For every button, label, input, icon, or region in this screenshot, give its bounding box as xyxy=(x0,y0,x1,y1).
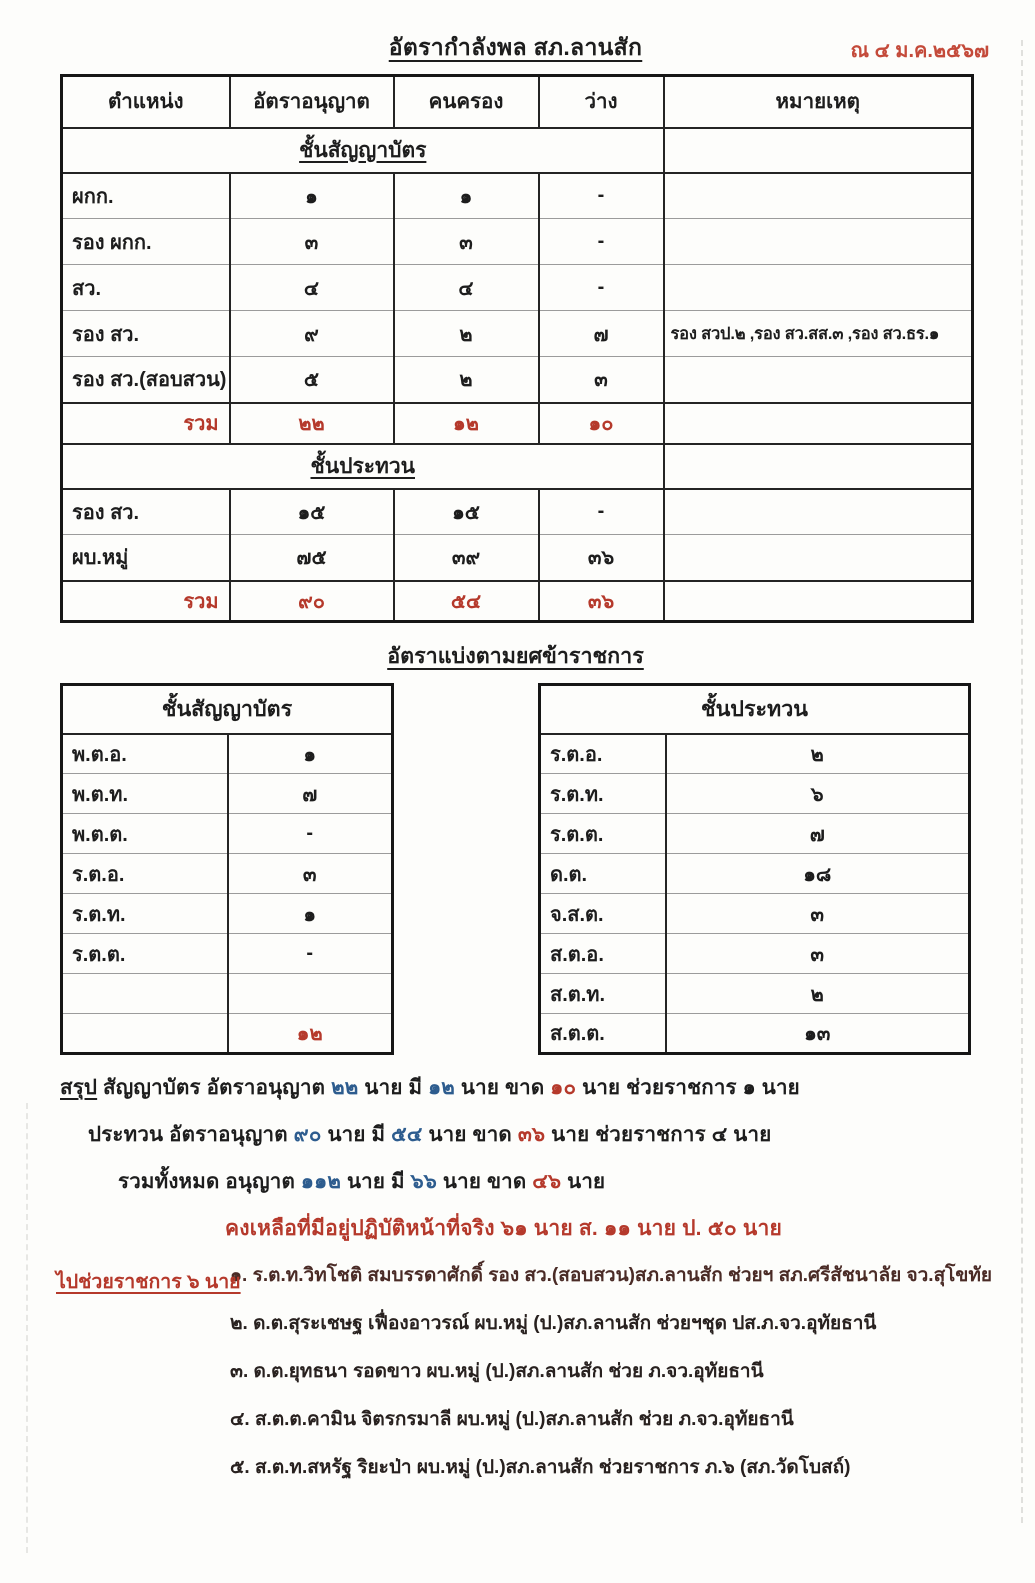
personnel-remark-cell xyxy=(664,265,973,311)
rank-label-cell xyxy=(62,974,228,1014)
personnel-cell: สว. xyxy=(62,265,230,311)
rank-value-cell: ๓ xyxy=(228,854,393,894)
summary-segment: ๔๖ xyxy=(532,1170,562,1193)
personnel-cell: ๓๖ xyxy=(539,581,664,622)
personnel-remark-cell xyxy=(664,535,973,581)
rank-value-cell: ๒ xyxy=(666,974,970,1014)
personnel-cell: ๓๙ xyxy=(394,535,539,581)
personnel-cell: ๒ xyxy=(394,357,539,403)
summary-segment: นาย ขาด xyxy=(422,1123,518,1146)
personnel-row xyxy=(62,535,973,581)
personnel-cell: ๓ xyxy=(539,357,664,403)
rank-label-cell: ด.ต. xyxy=(540,854,666,894)
rank-header-row xyxy=(540,685,970,734)
rank-value-cell: ๓ xyxy=(666,934,970,974)
rank-label-cell: ร.ต.ต. xyxy=(540,814,666,854)
personnel-row xyxy=(62,403,973,444)
rank-table-commissioned-body xyxy=(62,685,393,1054)
summary-segment: รวมทั้งหมด อนุญาต xyxy=(118,1170,301,1193)
personnel-cell: ๗๕ xyxy=(230,535,394,581)
rank-value-cell: ๗ xyxy=(228,774,393,814)
rank-row-item xyxy=(62,774,393,814)
rank-row-item xyxy=(540,774,970,814)
personnel-section-label: ชั้นประทวน xyxy=(310,454,415,478)
personnel-cell: ๙ xyxy=(230,311,394,357)
personnel-header-cell: อัตราอนุญาต xyxy=(230,76,394,128)
personnel-section-label: ชั้นสัญญาบัตร xyxy=(299,138,427,162)
summary-segment: นาย ช่วยราชการ ๑ นาย xyxy=(576,1076,800,1099)
personnel-section-cell xyxy=(62,128,664,173)
personnel-header-cell: ตำแหน่ง xyxy=(62,76,230,128)
personnel-cell: ๔ xyxy=(394,265,539,311)
personnel-row xyxy=(62,444,973,489)
rank-row-item xyxy=(540,934,970,974)
seconded-items-list xyxy=(230,1263,993,1481)
summary-segment: ๑๒ xyxy=(428,1076,456,1099)
seconded-item: ๓. ด.ต.ยุทธนา รอดขาว ผบ.หมู่ (ป.)สภ.ลานสัก ช่วย ภ.จว.อุทัยธานี xyxy=(230,1361,764,1382)
summary-line xyxy=(60,1071,971,1104)
personnel-cell: ๓๖ xyxy=(539,535,664,581)
section-subtitle: อัตราแบ่งตามยศข้าราชการ xyxy=(387,644,644,668)
personnel-remark-cell xyxy=(664,357,973,403)
rank-label-cell: จ.ส.ต. xyxy=(540,894,666,934)
personnel-row xyxy=(62,173,973,219)
personnel-remark-cell xyxy=(664,489,973,535)
personnel-cell: ๔ xyxy=(230,265,394,311)
rank-label-cell: ร.ต.อ. xyxy=(540,734,666,774)
summary-segment: ๙๐ xyxy=(293,1123,322,1146)
scan-edge-artifact xyxy=(1021,40,1023,1523)
summary-segment: ๑๐ xyxy=(550,1076,577,1099)
personnel-cell: ๑๕ xyxy=(230,489,394,535)
personnel-header-cell: คนครอง xyxy=(394,76,539,128)
personnel-cell: ๑๒ xyxy=(394,403,539,444)
personnel-cell: ๕๔ xyxy=(394,581,539,622)
personnel-remark-cell xyxy=(664,444,973,489)
summary-segment: ๒๒ xyxy=(331,1076,359,1099)
personnel-cell: ๑ xyxy=(394,173,539,219)
personnel-cell: ๗ xyxy=(539,311,664,357)
personnel-cell: รอง สว. xyxy=(62,311,230,357)
seconded-item: ๕. ส.ต.ท.สหรัฐ ริยะป่า ผบ.หมู่ (ป.)สภ.ลานสัก ช่วยราชการ ภ.๖ (สภ.วัดโบสถ์) xyxy=(230,1457,851,1478)
rank-row-item xyxy=(540,854,970,894)
scan-edge-artifact xyxy=(26,1103,28,1553)
personnel-cell: ผกก. xyxy=(62,173,230,219)
personnel-remark-cell: รอง สวป.๒ ,รอง สว.สส.๓ ,รอง สว.ธร.๑ xyxy=(664,311,973,357)
seconded-section xyxy=(56,1263,993,1481)
rank-value-cell xyxy=(228,974,393,1014)
personnel-cell: รอง สว. xyxy=(62,489,230,535)
personnel-row xyxy=(62,311,973,357)
personnel-cell: - xyxy=(539,173,664,219)
personnel-remark-cell xyxy=(664,403,973,444)
rank-value-cell: ๑๒ xyxy=(228,1014,393,1054)
seconded-item: ๒. ด.ต.สุระเชษฐ เฟื่องอาวรณ์ ผบ.หมู่ (ป.)สภ.ลานสัก ช่วยฯชุด ปส.ภ.จว.อุทัยธานี xyxy=(230,1313,877,1334)
rank-label-cell: ร.ต.ต. xyxy=(62,934,228,974)
personnel-row xyxy=(62,357,973,403)
rank-tables-row xyxy=(60,683,971,1055)
remaining-on-duty-line: คงเหลือที่มีอยู่ปฏิบัติหน้าที่จริง ๖๑ นาย ส. ๑๑ นาย ป. ๕๐ นาย xyxy=(225,1217,782,1240)
seconded-item: ๑. ร.ต.ท.วิทโชติ สมบรรดาศักดิ์ รอง สว.(สอบสวน)สภ.ลานสัก ช่วยฯ สภ.ศรีสัชนาลัย จว.สุโขทัย xyxy=(230,1265,993,1286)
rank-header-cell xyxy=(62,685,393,734)
summary-segment: ๖๖ xyxy=(410,1170,438,1193)
rank-label-cell: ส.ต.อ. xyxy=(540,934,666,974)
personnel-row xyxy=(62,265,973,311)
personnel-cell: รวม xyxy=(62,403,230,444)
personnel-header-row xyxy=(62,76,973,128)
rank-value-cell: ๑ xyxy=(228,734,393,774)
personnel-cell: ผบ.หมู่ xyxy=(62,535,230,581)
personnel-cell: ๓ xyxy=(230,219,394,265)
rank-header-label: ชั้นสัญญาบัตร xyxy=(161,697,293,722)
summary-segment: นาย มี xyxy=(358,1076,429,1099)
personnel-row xyxy=(62,581,973,622)
personnel-cell: - xyxy=(539,219,664,265)
rank-table-ncos-body xyxy=(540,685,970,1054)
summary-segment: สรุป xyxy=(60,1076,98,1099)
rank-label-cell: ส.ต.ท. xyxy=(540,974,666,1014)
summary-segment: นาย มี xyxy=(341,1170,411,1193)
summary-segment: นาย ช่วยราชการ ๔ นาย xyxy=(545,1123,772,1146)
rank-value-cell: ๑๓ xyxy=(666,1014,970,1054)
personnel-cell: รอง สว.(สอบสวน) xyxy=(62,357,230,403)
rank-value-cell: ๑๘ xyxy=(666,854,970,894)
rank-header-label: ชั้นประทวน xyxy=(701,697,808,722)
personnel-cell: รวม xyxy=(62,581,230,622)
rank-row-item xyxy=(540,894,970,934)
title-row xyxy=(60,30,989,72)
summary-line xyxy=(118,1165,971,1198)
personnel-strength-table xyxy=(60,74,974,623)
summary-segment: นาย xyxy=(561,1170,606,1193)
summary-segment: ประทวน อัตราอนุญาต xyxy=(88,1123,294,1146)
personnel-cell: ๑๕ xyxy=(394,489,539,535)
rank-row-item xyxy=(540,734,970,774)
personnel-cell: ๒๒ xyxy=(230,403,394,444)
personnel-cell: รอง ผกก. xyxy=(62,219,230,265)
rank-label-cell: พ.ต.ต. xyxy=(62,814,228,854)
personnel-row xyxy=(62,219,973,265)
personnel-cell: ๙๐ xyxy=(230,581,394,622)
rank-table-ncos xyxy=(538,683,971,1055)
seconded-label: ไปช่วยราชการ ๖ นาย xyxy=(56,1271,241,1293)
rank-row-item xyxy=(62,854,393,894)
summary-segment: นาย ขาด xyxy=(437,1170,533,1193)
rank-row-item xyxy=(62,734,393,774)
personnel-cell: - xyxy=(539,265,664,311)
rank-value-cell: - xyxy=(228,934,393,974)
page-title: อัตรากำลังพล สภ.ลานสัก xyxy=(388,34,643,60)
personnel-row xyxy=(62,489,973,535)
rank-label-cell: พ.ต.อ. xyxy=(62,734,228,774)
rank-label-cell: ร.ต.ท. xyxy=(62,894,228,934)
rank-value-cell: ๑ xyxy=(228,894,393,934)
rank-label-cell: ร.ต.อ. xyxy=(62,854,228,894)
personnel-section-cell xyxy=(62,444,664,489)
rank-row-item xyxy=(540,1014,970,1054)
rank-row-item xyxy=(62,974,393,1014)
personnel-remark-cell xyxy=(664,173,973,219)
personnel-remark-cell xyxy=(664,128,973,173)
personnel-header-cell: หมายเหตุ xyxy=(664,76,973,128)
personnel-cell: - xyxy=(539,489,664,535)
personnel-remark-cell xyxy=(664,581,973,622)
date-note: ณ ๔ ม.ค.๒๕๖๗ xyxy=(850,40,989,62)
summary-segment: ๕๔ xyxy=(391,1123,423,1146)
personnel-header-cell: ว่าง xyxy=(539,76,664,128)
personnel-remark-cell xyxy=(664,219,973,265)
personnel-row xyxy=(62,128,973,173)
rank-value-cell: ๖ xyxy=(666,774,970,814)
rank-label-cell: ส.ต.ต. xyxy=(540,1014,666,1054)
rank-label-cell: ร.ต.ท. xyxy=(540,774,666,814)
rank-row-item xyxy=(62,1014,393,1054)
personnel-table-body xyxy=(62,76,973,622)
personnel-cell: ๒ xyxy=(394,311,539,357)
summary-segment: นาย ขาด xyxy=(455,1076,551,1099)
rank-value-cell: ๓ xyxy=(666,894,970,934)
personnel-cell: ๑ xyxy=(230,173,394,219)
rank-row-item xyxy=(540,814,970,854)
summary-segment: ๓๖ xyxy=(517,1123,546,1146)
seconded-item: ๔. ส.ต.ต.คามิน จิตรกรมาลี ผบ.หมู่ (ป.)สภ.ลานสัก ช่วย ภ.จว.อุทัยธานี xyxy=(230,1409,794,1430)
rank-row-item xyxy=(540,974,970,1014)
summary-segment: ๑๑๒ xyxy=(300,1170,342,1193)
rank-label-cell xyxy=(62,1014,228,1054)
rank-table-commissioned xyxy=(60,683,394,1055)
rank-value-cell: - xyxy=(228,814,393,854)
rank-row-item xyxy=(62,814,393,854)
rank-label-cell: พ.ต.ท. xyxy=(62,774,228,814)
summary-segment: สัญญาบัตร อัตราอนุญาต xyxy=(97,1076,332,1099)
rank-header-cell xyxy=(540,685,970,734)
rank-header-row xyxy=(62,685,393,734)
rank-value-cell: ๗ xyxy=(666,814,970,854)
summary-line xyxy=(88,1118,971,1151)
summary-block xyxy=(60,1071,971,1198)
rank-row-item xyxy=(62,894,393,934)
rank-value-cell: ๒ xyxy=(666,734,970,774)
personnel-cell: ๕ xyxy=(230,357,394,403)
summary-segment: นาย มี xyxy=(321,1123,392,1146)
personnel-cell: ๑๐ xyxy=(539,403,664,444)
rank-row-item xyxy=(62,934,393,974)
personnel-cell: ๓ xyxy=(394,219,539,265)
